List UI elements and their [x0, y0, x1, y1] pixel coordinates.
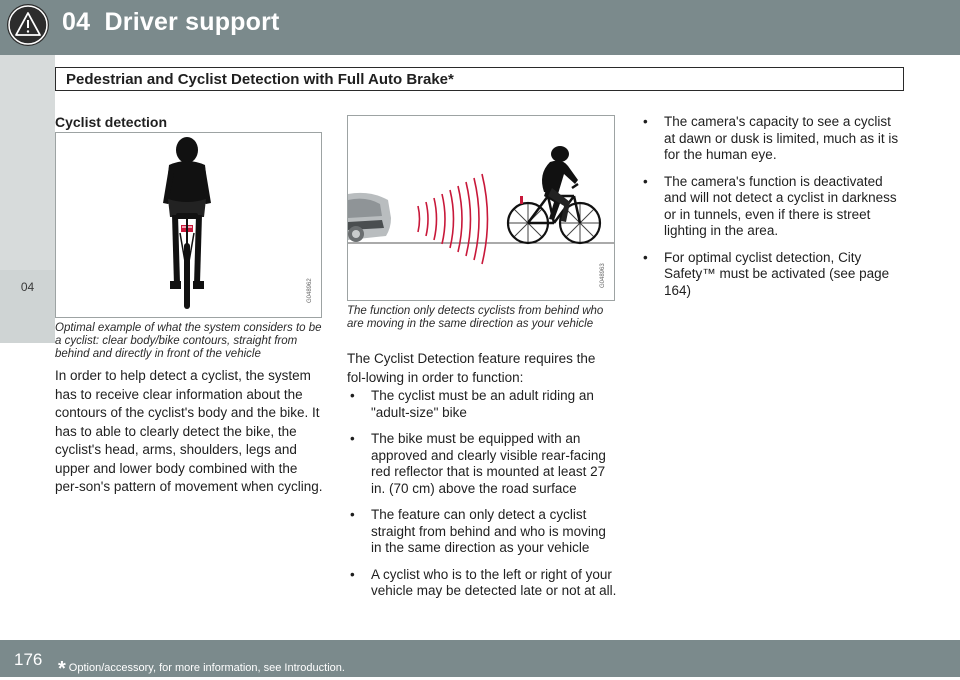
- figure-caption-cyclist-side: The function only detects cyclists from behind who are moving in the same direction as your vehicle: [347, 305, 604, 330]
- footnote-text: Option/accessory, for more information, see Introduction.: [68, 662, 345, 674]
- figure-cyclist-side: [347, 115, 615, 301]
- cyclist-detection-heading: Cyclist detection: [55, 114, 168, 130]
- section-title: Pedestrian and Cyclist Detection with Full Auto Brake*: [66, 71, 454, 88]
- list-item: • The camera's function is deactivated and will not detect a cyclist in darkness or in tunnels, even if there is street lighting in the area.: [643, 173, 897, 238]
- list-item: • The cyclist must be an adult riding an "adult-size" bike: [350, 388, 594, 420]
- side-chapter-number: 04: [20, 280, 35, 294]
- footnote: [58, 654, 345, 680]
- bullet-dot-icon: •: [350, 431, 355, 446]
- cyclist-side-illustration: [348, 116, 615, 301]
- requirements-list: [347, 388, 617, 610]
- page-footer: [0, 640, 960, 680]
- figure-cyclist-rear: [55, 132, 322, 318]
- bullet-dot-icon: •: [643, 173, 648, 189]
- bullet-dot-icon: •: [643, 249, 648, 265]
- cyclist-rear-illustration: [56, 133, 322, 318]
- chapter-number: 04: [62, 8, 91, 36]
- chapter-header: [0, 0, 960, 55]
- figure-code: G048963: [600, 263, 606, 288]
- chapter-title: [62, 8, 280, 37]
- section-title-box: [55, 67, 904, 91]
- list-item: • A cyclist who is to the left or right of your vehicle may be detected late or not at all.: [350, 566, 617, 598]
- list-item: • The camera's capacity to see a cyclist at dawn or dusk is limited, much as it is for the human eye.: [643, 114, 899, 162]
- figure-caption-cyclist-rear: Optimal example of what the system considers to be a cyclist: clear body/bike contours, straight from behind and directly in front of the vehicle: [55, 322, 322, 360]
- figure-code: G048962: [307, 278, 313, 303]
- page-number: 176: [14, 650, 43, 669]
- limitations-list: [640, 114, 905, 309]
- page-reference-link[interactable]: For optimal cyclist detection, City Safety™ must be activated (see page 164): [664, 249, 890, 298]
- bullet-dot-icon: •: [350, 388, 355, 403]
- bullet-dot-icon: •: [643, 114, 648, 129]
- bullet-dot-icon: •: [350, 507, 355, 522]
- chapter-name: Driver support: [104, 8, 280, 36]
- list-item: • The bike must be equipped with an approved and clearly visible rear-facing red reflector that is mounted at least 27 in. (70 cm) above the road surface: [350, 431, 606, 496]
- requirements-intro: The Cyclist Detection feature requires the fol-lowing in order to function:: [347, 351, 596, 385]
- cyclist-detection-paragraph: In order to help detect a cyclist, the system has to receive clear information about the contours of the cyclist's body and the bike. It has to able to clearly detect the bike, the cyclist's head, arms, shoulders, legs and upper and lower body combined with the per-son's pattern of movement when cycling.: [55, 368, 323, 494]
- list-item: • The feature can only detect a cyclist straight from behind and who is moving in the same direction as your vehicle: [350, 507, 606, 555]
- footnote-star: *: [58, 658, 66, 680]
- warning-triangle-icon: [7, 4, 49, 46]
- list-item: [640, 250, 905, 300]
- bullet-dot-icon: •: [350, 566, 355, 582]
